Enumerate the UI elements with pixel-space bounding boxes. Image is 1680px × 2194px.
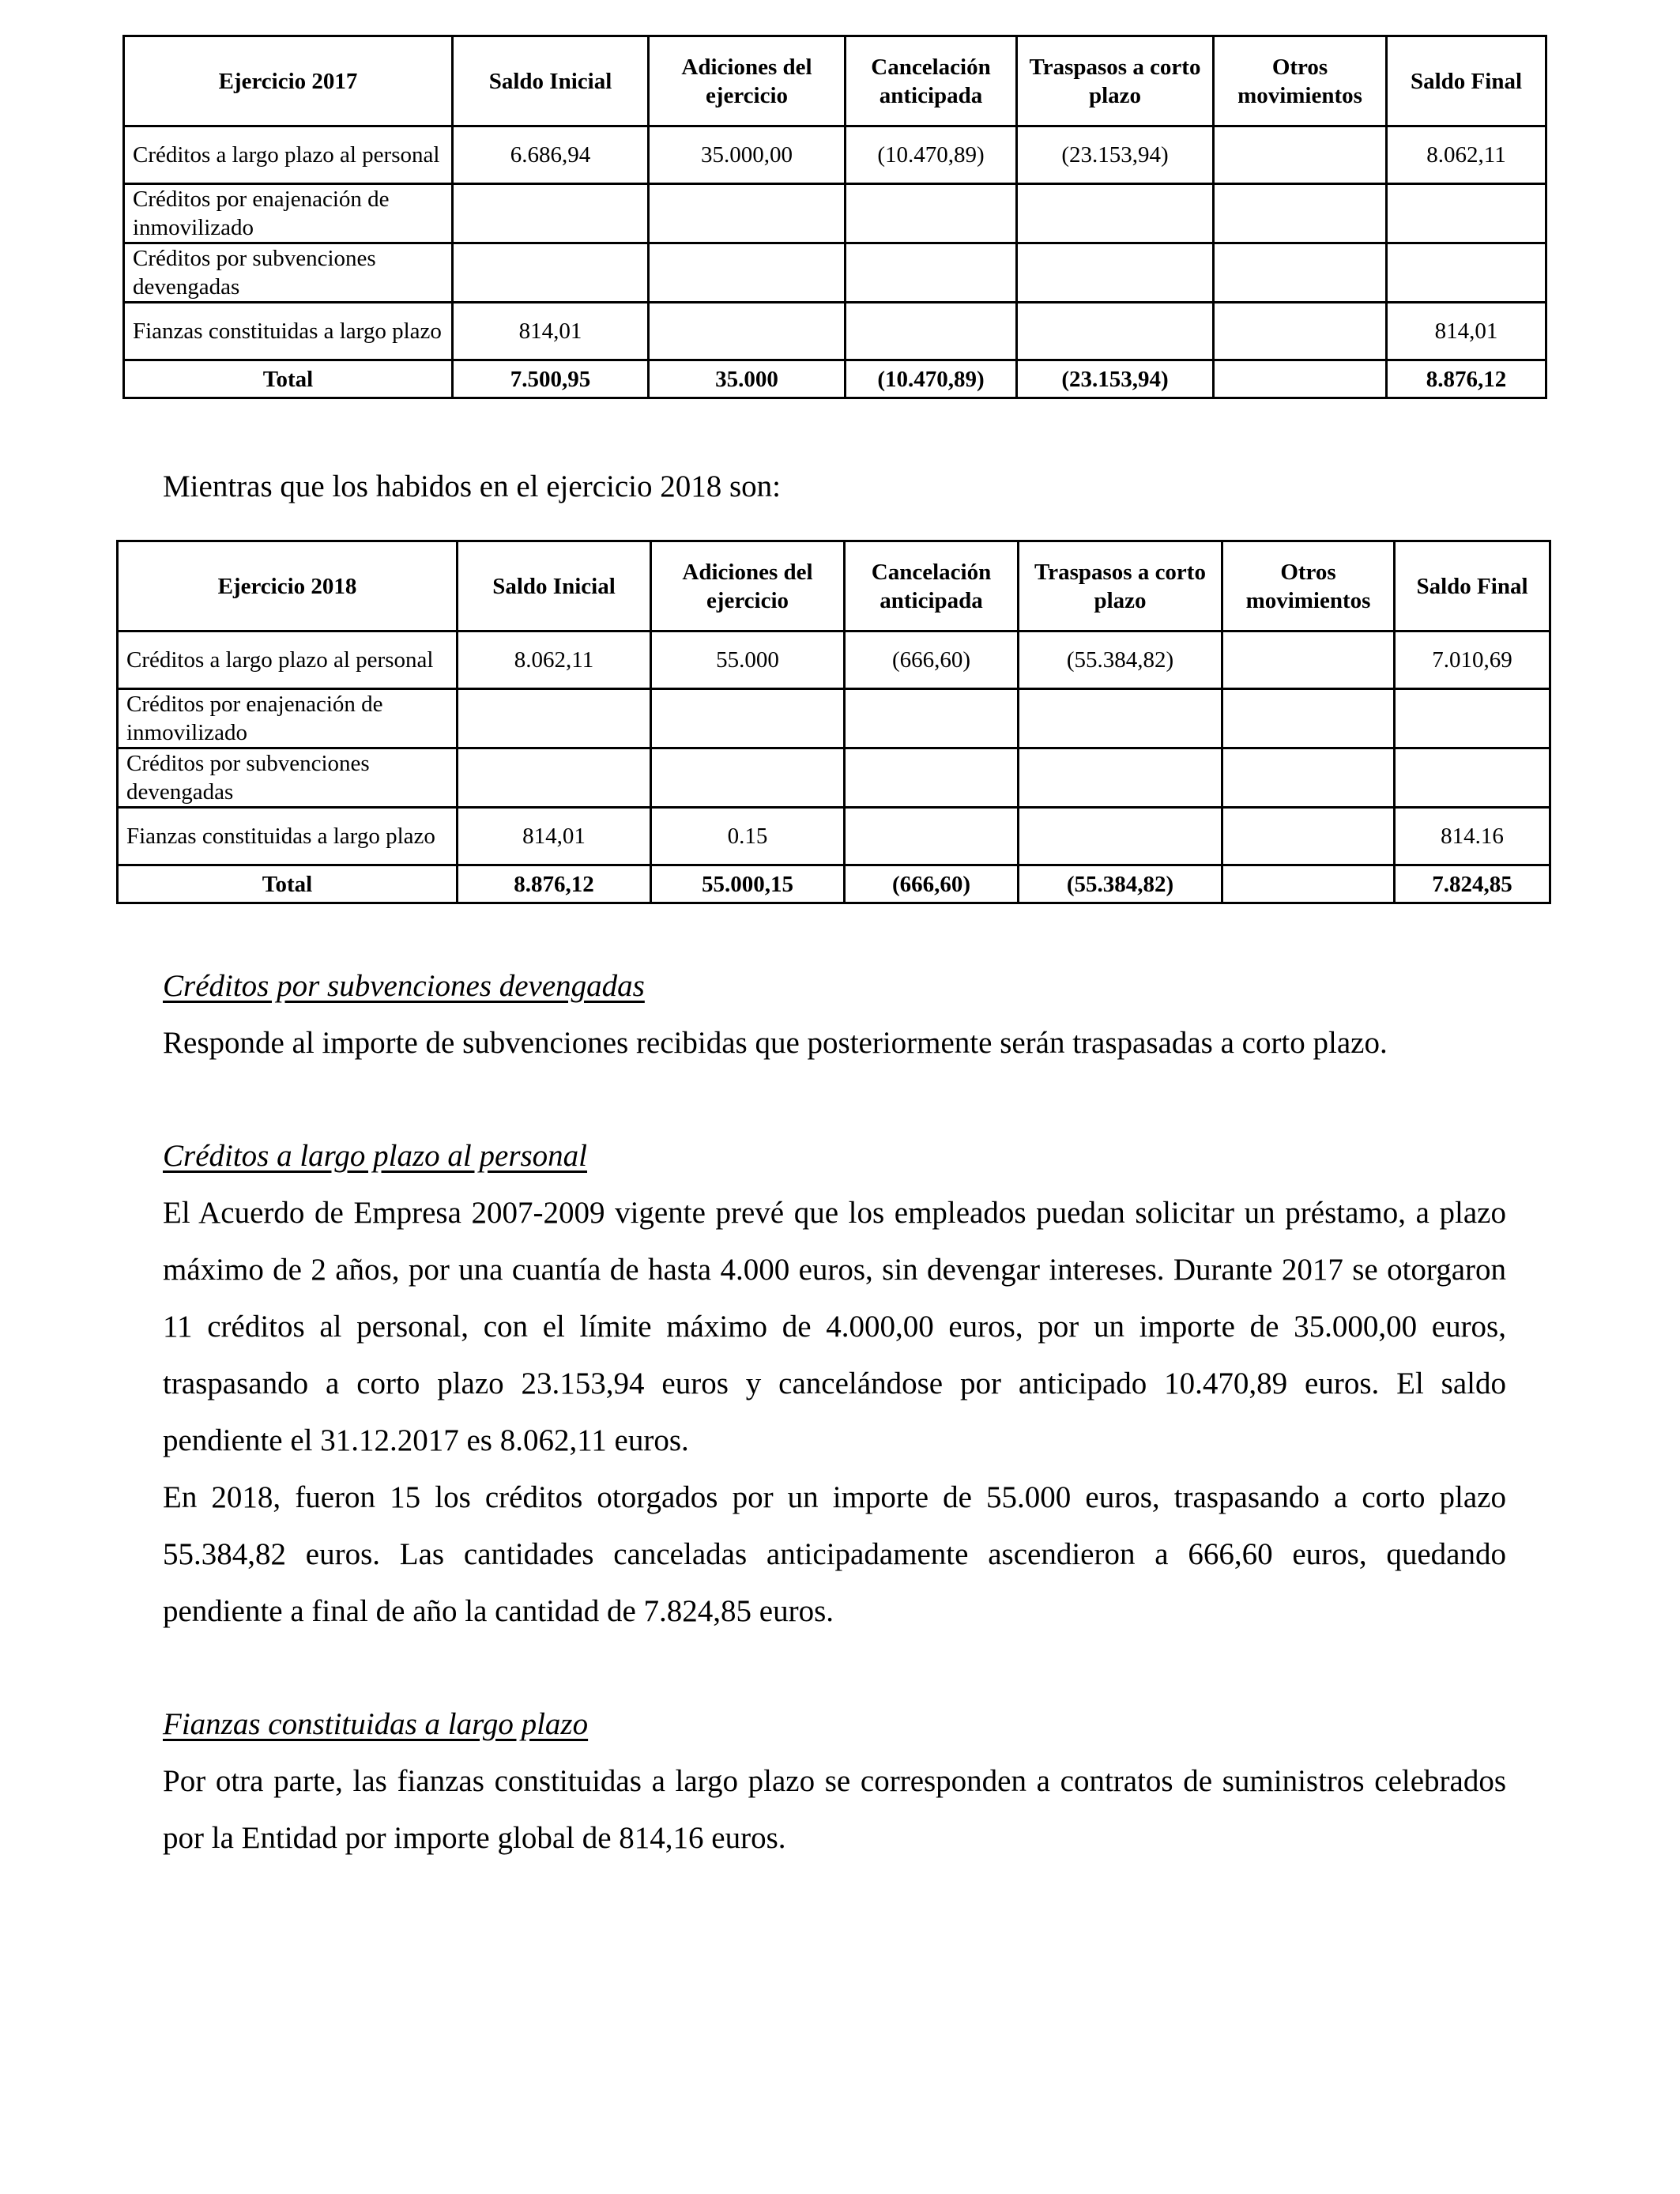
cell: [458, 748, 651, 808]
row-label: Créditos a largo plazo al personal: [124, 126, 453, 184]
row-label: Fianzas constituidas a largo plazo: [118, 808, 458, 865]
intro-2018-text: Mientras que los habidos en el ejercicio 2018 son:: [163, 469, 781, 503]
cell: 55.000: [651, 631, 845, 689]
cell: 7.824,85: [1395, 865, 1550, 903]
cell: [846, 303, 1017, 360]
header-cancelacion: Cancelación anticipada: [845, 541, 1019, 631]
cell: (55.384,82): [1019, 631, 1222, 689]
cell: (666,60): [845, 865, 1019, 903]
cell: [846, 184, 1017, 243]
cell: [1214, 303, 1387, 360]
table-row: [118, 631, 1550, 689]
header-saldo-inicial: Saldo Inicial: [453, 36, 649, 126]
cell: [651, 689, 845, 748]
total-label: Total: [118, 865, 458, 903]
header-otros: Otros movimientos: [1222, 541, 1395, 631]
cell: [1387, 243, 1546, 303]
cell: [1222, 689, 1395, 748]
header-adiciones: Adiciones del ejercicio: [651, 541, 845, 631]
header-ejercicio: Ejercicio 2018: [118, 541, 458, 631]
header-saldo-inicial: Saldo Inicial: [458, 541, 651, 631]
table-row: [118, 748, 1550, 808]
cell: [649, 184, 846, 243]
cell: 8.062,11: [458, 631, 651, 689]
cell: 814,01: [458, 808, 651, 865]
cell: [453, 184, 649, 243]
cell: [1214, 184, 1387, 243]
cell: 35.000: [649, 360, 846, 398]
table-ejercicio-2018: [116, 540, 1551, 904]
header-cancelacion: Cancelación anticipada: [846, 36, 1017, 126]
header-otros: Otros movimientos: [1214, 36, 1387, 126]
table-row: [124, 243, 1546, 303]
cell: [1019, 689, 1222, 748]
row-label: Créditos a largo plazo al personal: [118, 631, 458, 689]
cell: (55.384,82): [1019, 865, 1222, 903]
cell: [1222, 808, 1395, 865]
table-header-row: [124, 36, 1546, 126]
cell: [1019, 808, 1222, 865]
header-traspasos: Traspasos a corto plazo: [1017, 36, 1214, 126]
cell: 0.15: [651, 808, 845, 865]
cell: [1222, 865, 1395, 903]
cell: (10.470,89): [846, 126, 1017, 184]
row-label: Créditos por enajenación de inmovilizado: [118, 689, 458, 748]
cell: 814,01: [453, 303, 649, 360]
cell: (666,60): [845, 631, 1019, 689]
body-fianzas: Por otra parte, las fianzas constituidas a largo plazo se corresponden a contratos de suministros celebrados por la Entidad por importe global de 814,16 euros.: [163, 1764, 1506, 1855]
cell: 814.16: [1395, 808, 1550, 865]
cell: 35.000,00: [649, 126, 846, 184]
cell: [1387, 184, 1546, 243]
heading-subvenciones: Créditos por subvenciones devengadas: [163, 969, 645, 1003]
table-header-row: [118, 541, 1550, 631]
cell: [649, 303, 846, 360]
cell: [649, 243, 846, 303]
table-row: [124, 126, 1546, 184]
cell: [1395, 748, 1550, 808]
row-label: Créditos por subvenciones devengadas: [124, 243, 453, 303]
cell: [1214, 360, 1387, 398]
cell: [845, 808, 1019, 865]
cell: [846, 243, 1017, 303]
header-saldo-final: Saldo Final: [1395, 541, 1550, 631]
header-adiciones: Adiciones del ejercicio: [649, 36, 846, 126]
table-ejercicio-2017: [122, 35, 1547, 399]
cell: [1395, 689, 1550, 748]
body-personal-2: En 2018, fueron 15 los créditos otorgados por un importe de 55.000 euros, traspasando a corto plazo 55.384,82 euros. Las cantidades canceladas anticipadamente ascendieron a 666,60 euros, quedando pendiente a final de año la cantidad de 7.824,85 euros.: [163, 1480, 1506, 1628]
total-label: Total: [124, 360, 453, 398]
cell: [1017, 303, 1214, 360]
body-subvenciones: Responde al importe de subvenciones recibidas que posteriormente serán traspasadas a corto plazo.: [163, 1026, 1388, 1060]
cell: [1214, 243, 1387, 303]
cell: (23.153,94): [1017, 126, 1214, 184]
cell: (23.153,94): [1017, 360, 1214, 398]
cell: 814,01: [1387, 303, 1546, 360]
cell: 7.500,95: [453, 360, 649, 398]
row-label: Fianzas constituidas a largo plazo: [124, 303, 453, 360]
cell: [1017, 243, 1214, 303]
cell: (10.470,89): [846, 360, 1017, 398]
cell: [845, 689, 1019, 748]
table-row: [118, 689, 1550, 748]
cell: [651, 748, 845, 808]
cell: 8.876,12: [1387, 360, 1546, 398]
table-row: [118, 808, 1550, 865]
cell: [1214, 126, 1387, 184]
heading-personal: Créditos a largo plazo al personal: [163, 1139, 588, 1173]
cell: [458, 689, 651, 748]
row-label: Créditos por enajenación de inmovilizado: [124, 184, 453, 243]
header-ejercicio: Ejercicio 2017: [124, 36, 453, 126]
header-saldo-final: Saldo Final: [1387, 36, 1546, 126]
cell: 8.876,12: [458, 865, 651, 903]
cell: [453, 243, 649, 303]
cell: [1222, 748, 1395, 808]
heading-fianzas: Fianzas constituidas a largo plazo: [163, 1707, 589, 1741]
cell: 55.000,15: [651, 865, 845, 903]
body-personal-1: El Acuerdo de Empresa 2007-2009 vigente prevé que los empleados puedan solicitar un préstamo, a plazo máximo de 2 años, por una cuantía de hasta 4.000 euros, sin devengar intereses. Durante 2017 se otorgaron 11 créditos al personal, con el límite máximo de 4.000,00 euros, por un importe de 35.000,00 euros, traspasando a corto plazo 23.153,94 euros y cancelándose por anticipado 10.470,89 euros. El saldo pendiente el 31.12.2017 es 8.062,11 euros.: [163, 1196, 1506, 1457]
table-row: [124, 184, 1546, 243]
cell: 8.062,11: [1387, 126, 1546, 184]
table-total-row: [124, 360, 1546, 398]
cell: 7.010,69: [1395, 631, 1550, 689]
cell: [1222, 631, 1395, 689]
table-row: [124, 303, 1546, 360]
table-total-row: [118, 865, 1550, 903]
cell: [1019, 748, 1222, 808]
cell: [1017, 184, 1214, 243]
cell: 6.686,94: [453, 126, 649, 184]
header-traspasos: Traspasos a corto plazo: [1019, 541, 1222, 631]
row-label: Créditos por subvenciones devengadas: [118, 748, 458, 808]
cell: [845, 748, 1019, 808]
